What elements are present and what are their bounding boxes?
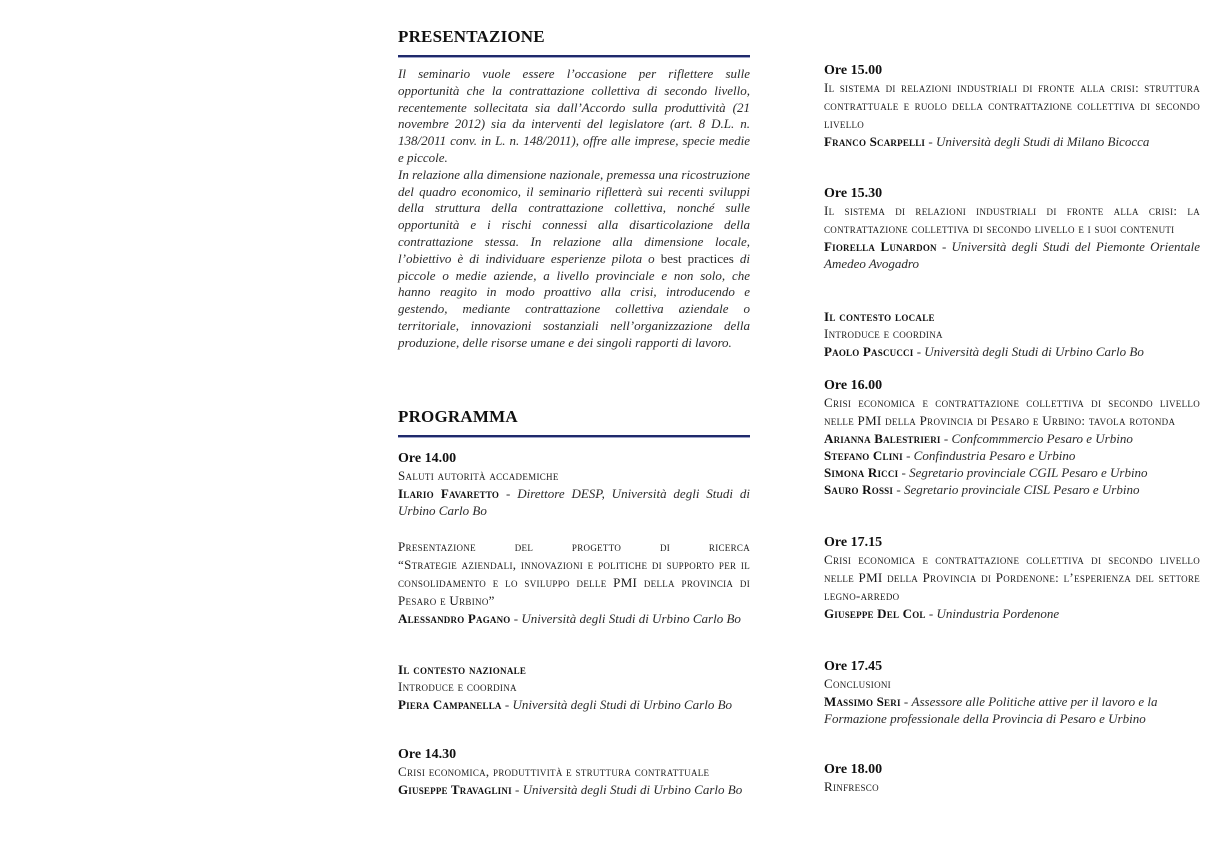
speaker-affiliation: Segretario provinciale CISL Pesaro e Urbino: [903, 482, 1140, 497]
speaker-name: Ilario Favaretto: [398, 486, 500, 501]
tavola-speaker: Arianna Balestrieri - Confcommmercio Pesaro e Urbino: [824, 431, 1133, 446]
contesto-nazionale-speaker: Piera Campanella - Università degli Studi di Urbino Carlo Bo: [398, 697, 733, 712]
slot-speaker: Franco Scarpelli - Università degli Studi di Milano Bicocca: [824, 134, 1150, 149]
speaker-affiliation: Università degli Studi di Urbino Carlo Bo: [924, 344, 1144, 359]
progetto-speaker: Alessandro Pagano - Università degli Studi di Urbino Carlo Bo: [398, 611, 741, 626]
programma-heading: PROGRAMMA: [398, 407, 518, 426]
presentazione-paragraph-2: [398, 167, 750, 352]
slot-1430: [398, 746, 772, 798]
speaker-affiliation: Università degli Studi di Milano Bicocca: [935, 134, 1150, 149]
slot-1400: [398, 450, 750, 519]
slot-1500: [824, 62, 1200, 150]
contesto-locale: [824, 308, 1200, 360]
slot-title: Il sistema di relazioni industriali di fronte alla crisi: struttura contrattuale e ruolo della contrattazione collettiva di secondo livello: [824, 80, 1200, 131]
slot-1600: [824, 377, 1200, 498]
slot-1530: [824, 185, 1200, 272]
speaker-name: Giuseppe Travaglini: [398, 782, 512, 797]
slot-time: Ore 15.30: [824, 186, 883, 201]
slot-speaker: Fiorella Lunardon - Università degli Studi del Piemonte Orientale Amedeo Avogadro: [824, 239, 1200, 271]
contesto-locale-speaker: Paolo Pascucci - Università degli Studi di Urbino Carlo Bo: [824, 344, 1144, 359]
presentazione-text: [398, 66, 750, 352]
slot-1715: [824, 534, 1200, 622]
slot-title: Il sistema di relazioni industriali di fronte alla crisi: la contrattazione collettiva di secondo livello e i suoi contenuti: [824, 203, 1200, 236]
speaker-affiliation: Università degli Studi di Urbino Carlo Bo: [512, 697, 733, 712]
contesto-locale-heading: Il contesto locale: [824, 309, 935, 324]
speaker-affiliation: Università degli Studi del Piemonte Orientale Amedeo Avogadro: [824, 239, 1200, 271]
slot-time: Ore 18.00: [824, 762, 883, 777]
slot-1800: [824, 761, 1200, 796]
best-practices-term: best practices: [660, 250, 734, 266]
slot-speaker: Ilario Favaretto - Direttore DESP, Università degli Studi di Urbino Carlo Bo: [398, 486, 750, 518]
slot-time: Ore 17.15: [824, 535, 883, 550]
slot-title: Conclusioni: [824, 676, 891, 691]
slot-time: Ore 17.45: [824, 659, 883, 674]
speaker-affiliation: Segretario provinciale CGIL Pesaro e Urbino: [909, 465, 1148, 480]
slot-title: Saluti autorità accademiche: [398, 468, 559, 483]
progetto-title-line: Presentazione del progetto di ricerca: [398, 539, 750, 554]
progetto-title-quote: “Strategie aziendali, innovazioni e politiche di supporto per il consolidamento e lo sviluppo delle PMI della provincia di Pesaro e Urbino”: [398, 557, 750, 608]
presentazione-heading: PRESENTAZIONE: [398, 27, 545, 46]
speaker-name: Piera Campanella: [398, 697, 502, 712]
contesto-nazionale-heading: Il contesto nazionale: [398, 662, 527, 677]
speaker-affiliation: Università degli Studi di Urbino Carlo Bo: [522, 782, 743, 797]
presentazione-paragraph-1: Il seminario vuole essere l’occasione per riflettere sulle opportunità che la contrattazione collettiva di secondo livello, recentemente sollecitata sia dall’Accordo sulla produttività (21 novembre 2012) sia da interventi del legislatore (art. 8 D.L. n. 138/2011 conv. in L. n. 148/2011), offre alle imprese, specie medie e piccole.: [398, 66, 750, 165]
speaker-name: Fiorella Lunardon: [824, 239, 937, 254]
speaker-name: Arianna Balestrieri: [824, 431, 941, 446]
contesto-nazionale: [398, 661, 750, 713]
speaker-affiliation: Università degli Studi di Urbino Carlo Bo: [521, 611, 741, 626]
paragraph-2-part-b: di piccole o medie aziende, a livello provinciale e non solo, che hanno reagito in modo proattivo alla crisi, introducendo e gestendo, mediante contrattazione collettiva aziendale o territoriale, innovazioni sostanziali nell’organizzazione della produzione, delle risorse umane e dei singoli rapporti di lavoro.: [398, 250, 751, 350]
slot-time: Ore 15.00: [824, 63, 883, 78]
slot-title: Crisi economica e contrattazione collettiva di secondo livello nelle PMI della Provincia di Pordenone: l’esperienza del settore legno-arredo: [824, 552, 1200, 603]
slot-title: Crisi economica e contrattazione collettiva di secondo livello nelle PMI della Provincia di Pesaro e Urbino: tavola rotonda: [824, 395, 1200, 428]
speaker-name: Massimo Seri: [824, 694, 901, 709]
speaker-name: Alessandro Pagano: [398, 611, 511, 626]
slot-time: Ore 14.00: [398, 451, 457, 466]
speaker-affiliation: Assessore alle Politiche attive per il lavoro e la Formazione professionale della Provincia di Pesaro e Urbino: [824, 694, 1158, 726]
speaker-name: Stefano Clini: [824, 448, 903, 463]
programma-rule: [398, 435, 750, 438]
slot-title: Crisi economica, produttività e struttura contrattuale: [398, 764, 710, 779]
slot-speaker: Giuseppe Del Col - Unindustria Pordenone: [824, 606, 1060, 621]
paragraph-2-part-a: In relazione alla dimensione nazionale, premessa una ricostruzione del quadro economico, il seminario rifletterà sui recenti sviluppi della struttura della contrattazione collettiva, nonché sulle opportunità e i rischi connessi alla disarticolazione della contrattazione stessa. In relazione alla dimensione locale, l’obiettivo è di individuare esperienze pilota o: [398, 166, 750, 266]
presentazione-progetto: [398, 538, 750, 627]
presentazione-rule: [398, 55, 750, 58]
speaker-name: Paolo Pascucci: [824, 344, 914, 359]
slot-time: Ore 14.30: [398, 747, 457, 762]
slot-title: Rinfresco: [824, 779, 879, 794]
speaker-name: Sauro Rossi: [824, 482, 894, 497]
tavola-speaker: Simona Ricci - Segretario provinciale CGIL Pesaro e Urbino: [824, 465, 1148, 480]
speaker-affiliation: Direttore DESP, Università degli Studi di Urbino Carlo Bo: [398, 486, 750, 518]
speaker-name: Franco Scarpelli: [824, 134, 926, 149]
contesto-locale-intro: Introduce e coordina: [824, 326, 943, 341]
speaker-name: Simona Ricci: [824, 465, 899, 480]
slot-speaker: Giuseppe Travaglini - Università degli Studi di Urbino Carlo Bo: [398, 782, 743, 797]
slot-speaker: Massimo Seri - Assessore alle Politiche attive per il lavoro e la Formazione professionale della Provincia di Pesaro e Urbino: [824, 694, 1158, 726]
slot-time: Ore 16.00: [824, 378, 883, 393]
speaker-affiliation: Unindustria Pordenone: [936, 606, 1060, 621]
tavola-speaker: Stefano Clini - Confindustria Pesaro e Urbino: [824, 448, 1076, 463]
contesto-nazionale-intro: Introduce e coordina: [398, 679, 517, 694]
speaker-name: Giuseppe Del Col: [824, 606, 926, 621]
tavola-speaker: Sauro Rossi - Segretario provinciale CISL Pesaro e Urbino: [824, 482, 1140, 497]
speaker-affiliation: Confcommmercio Pesaro e Urbino: [951, 431, 1133, 446]
speaker-affiliation: Confindustria Pesaro e Urbino: [913, 448, 1076, 463]
slot-1745: [824, 658, 1200, 727]
